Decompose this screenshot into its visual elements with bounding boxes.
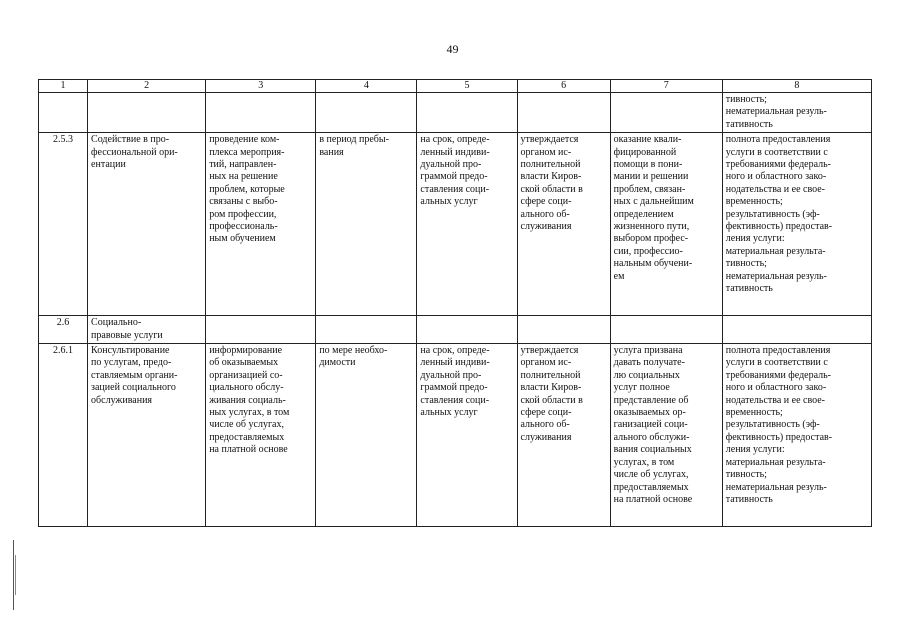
table-cell (722, 316, 871, 344)
row-number: 2.6.1 (39, 344, 88, 527)
service-schedule: по мере необхо- димости (316, 344, 417, 527)
column-header: 8 (722, 80, 871, 93)
table-row-2-6-1 (39, 344, 872, 527)
table-cell (206, 93, 316, 133)
table-cell (517, 93, 610, 133)
table-cell (88, 93, 206, 133)
service-schedule: в период пребы- вания (316, 133, 417, 316)
table-row-2-6 (39, 316, 872, 344)
service-indicators: полнота предоставления услуги в соответствии с требованиями федераль- ного и областного зако- нодательства и ее свое- временность; результативность (эф- фективность) предостав- ления услуги: материальная результа- тивность; нематериальная резуль- тативность (722, 344, 871, 527)
service-term: на срок, опреде- ленный индиви- дуальной про- граммой предо- ставления соци- альных услуг (417, 133, 517, 316)
service-description: проведение ком- плекса мероприя- тий, направлен- ных на решение проблем, которые связаны с выбо- ром профессии, профессиональ- ным обучением (206, 133, 316, 316)
row-number: 2.6 (39, 316, 88, 344)
column-header: 2 (88, 80, 206, 93)
service-cost: утверждается органом ис- полнительной власти Киров- ской области в сфере соци- ального об- служивания (517, 133, 610, 316)
service-name: Консультирование по услугам, предо- ставляемым органи- зацией социального обслуживания (88, 344, 206, 527)
services-table (38, 79, 872, 527)
row-number: 2.5.3 (39, 133, 88, 316)
service-indicators: полнота предоставления услуги в соответствии с требованиями федераль- ного и областного зако- нодательства и ее свое- временность; результативность (эф- фективность) предостав- ления услуги: материальная результа- тивность; нематериальная резуль- тативность (722, 133, 871, 316)
scan-artifact-line (15, 555, 16, 595)
page-number: 49 (446, 42, 459, 56)
column-header: 7 (610, 80, 722, 93)
service-conditions: оказание квали- фицированной помощи в пони- мании и решении проблем, связан- ных с дальнейшим определением жизненного пути, выбором профес- сии, профессио- нальным обучени- ем (610, 133, 722, 316)
table-cell (206, 316, 316, 344)
column-header: 6 (517, 80, 610, 93)
table-cell (316, 93, 417, 133)
scan-artifact-line (13, 540, 14, 610)
column-header: 3 (206, 80, 316, 93)
table-cell (517, 316, 610, 344)
service-term: на срок, опреде- ленный индиви- дуальной про- граммой предо- ставления соци- альных услуг (417, 344, 517, 527)
section-title: Социально- правовые услуги (88, 316, 206, 344)
table-cell (610, 316, 722, 344)
column-header: 1 (39, 80, 88, 93)
service-conditions: услуга призвана давать получате- лю социальных услуг полное представление об оказываемых ор- ганизацией соци- ального обслужи- вания социальных услугах, в том числе об услугах, предоставляемых на платной основе (610, 344, 722, 527)
column-number-row (39, 80, 872, 93)
table-cell-indicators: тивность; нематериальная резуль- тативность (722, 93, 871, 133)
table-cell (610, 93, 722, 133)
table-cell (39, 93, 88, 133)
service-cost: утверждается органом ис- полнительной власти Киров- ской области в сфере соци- ального об- служивания (517, 344, 610, 527)
service-description: информирование об оказываемых организацией со- циального обслу- живания социаль- ных услугах, в том числе об услугах, предоставляемых на платной основе (206, 344, 316, 527)
table-cell (417, 316, 517, 344)
table-row-2-5-3 (39, 133, 872, 316)
column-header: 4 (316, 80, 417, 93)
table-cell (417, 93, 517, 133)
table-cell (316, 316, 417, 344)
service-name: Содействие в про- фессиональной ори- ентации (88, 133, 206, 316)
column-header: 5 (417, 80, 517, 93)
table-row-continuation (39, 93, 872, 133)
